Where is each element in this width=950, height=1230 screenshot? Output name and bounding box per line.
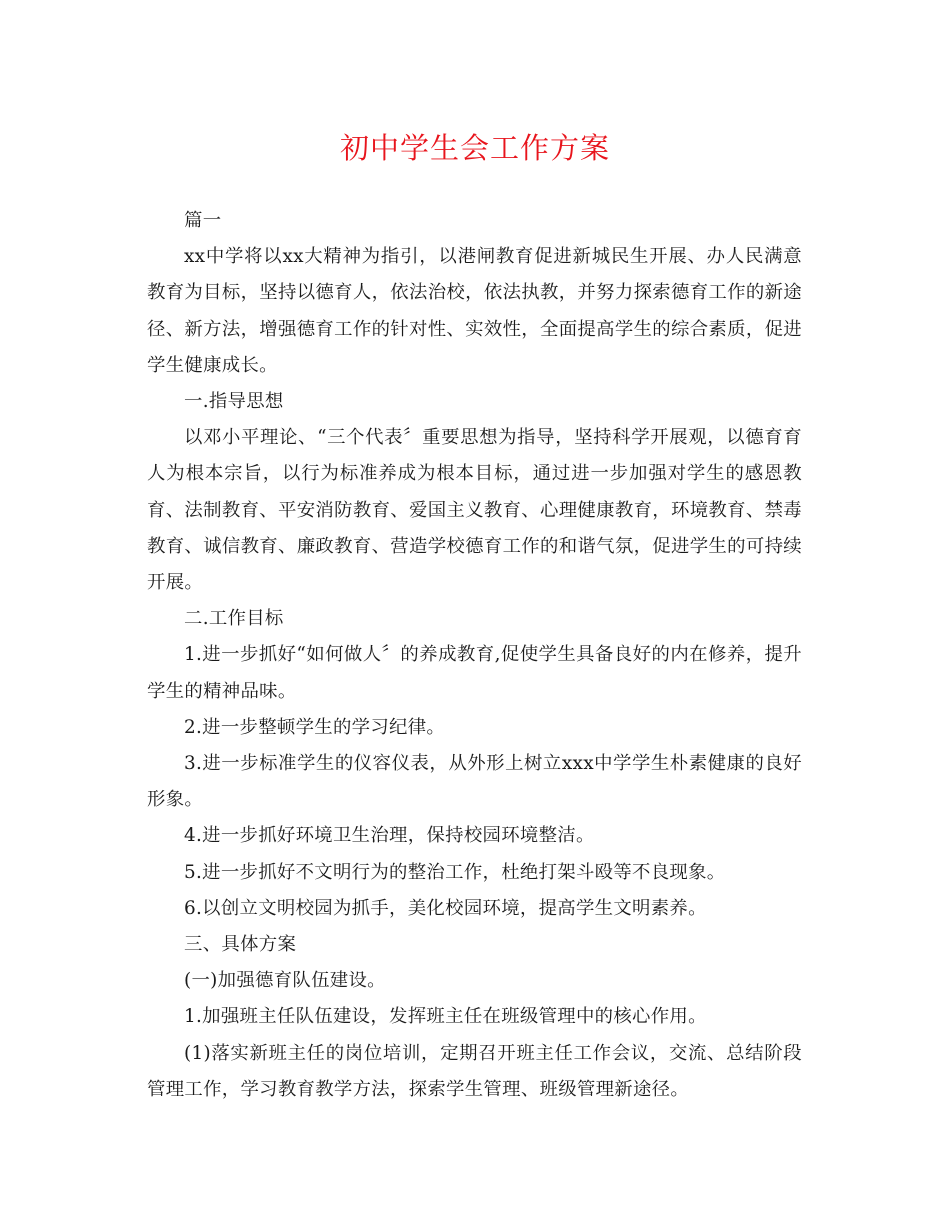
- list-item: 5.进一步抓好不文明行为的整治工作，杜绝打架斗殴等不良现象。: [184, 861, 726, 883]
- paragraph: 篇一: [184, 210, 222, 231]
- document-title: 初中学生会工作方案: [339, 131, 610, 165]
- list-item: (1)落实新班主任的岗位培训，定期召开班主任工作会议，交流、总结阶段管理工作，学习教育教学方法，探索学生管理、班级管理新途径。: [147, 1042, 802, 1100]
- subsection-heading: (一)加强德育队伍建设。: [184, 970, 386, 992]
- section-heading: 二.工作目标: [184, 608, 284, 630]
- list-item: 6.以创立文明校园为抓手，美化校园环境，提高学生文明素养。: [184, 897, 707, 919]
- list-item: 2.进一步整顿学生的学习纪律。: [184, 716, 446, 738]
- document-body: [147, 203, 802, 1108]
- list-item: 4.进一步抓好环境卫生治理，保持校园环境整洁。: [184, 825, 595, 847]
- paragraph: 以邓小平理论、“三个代表〞重要思想为指导，坚持科学开展观，以德育育人为根本宗旨，以行为标准养成为根本目标，通过进一步加强对学生的感恩教育、法制教育、平安消防教育、爱国主义教育、心理健康教育，环境教育、禁毒教育、诚信教育、廉政教育、营造学校德育工作的和谐气氛，促进学生的可持续开展。: [147, 427, 802, 594]
- section-heading: 三、具体方案: [184, 934, 297, 956]
- list-item: 3.进一步标准学生的仪容仪表，从外形上树立xxx中学学生朴素健康的良好形象。: [147, 753, 802, 811]
- section-heading: 一.指导思想: [184, 391, 284, 413]
- list-item: 1.进一步抓好“如何做人〞的养成教育,促使学生具备良好的内在修养，提升学生的精神品味。: [147, 644, 802, 702]
- list-item: 1.加强班主任队伍建设，发挥班主任在班级管理中的核心作用。: [184, 1006, 707, 1028]
- paragraph: xx中学将以xx大精神为指引，以港闸教育促进新城民生开展、办人民满意教育为目标，坚持以德育人，依法治校，依法执教，并努力探索德育工作的新途径、新方法，增强德育工作的针对性、实效性，全面提高学生的综合素质，促进学生健康成长。: [147, 246, 802, 376]
